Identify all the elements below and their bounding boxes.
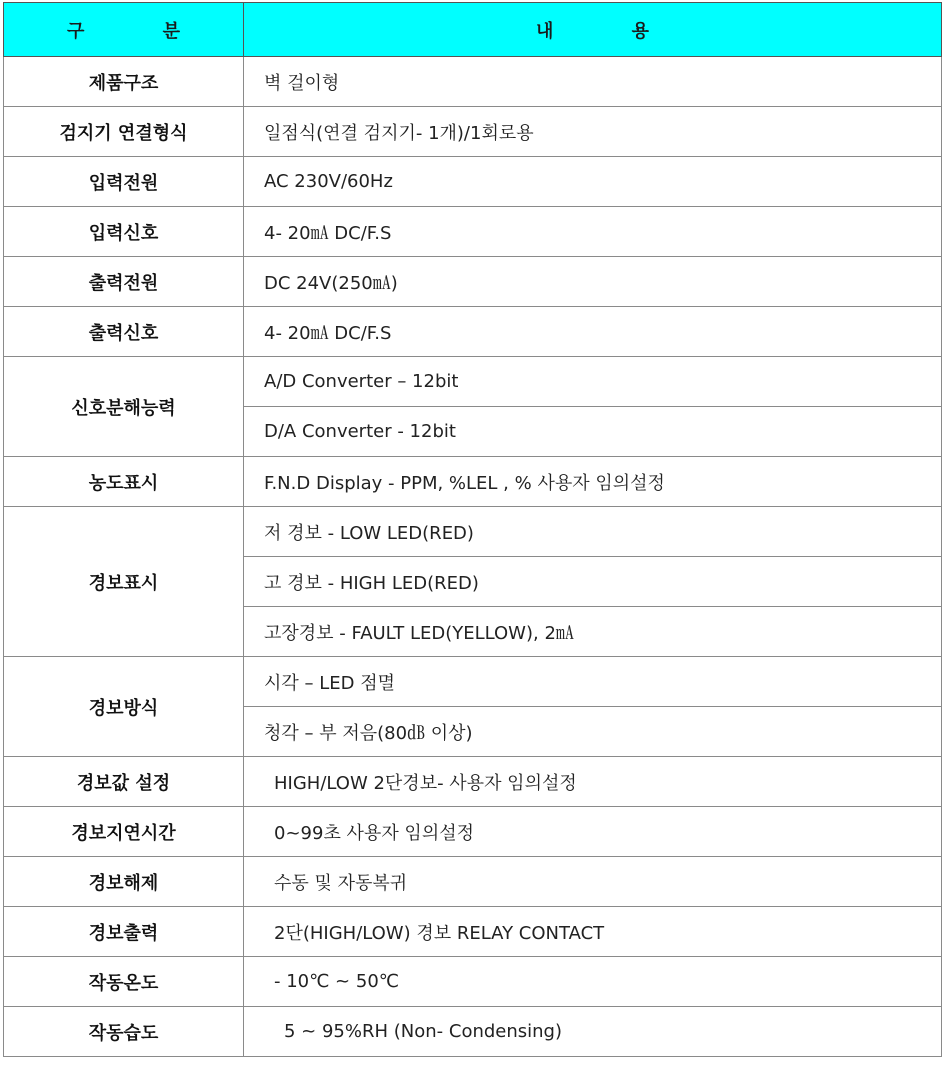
row-label: 경보출력 (4, 907, 244, 957)
table-header-row (4, 3, 942, 57)
row-label: 입력전원 (4, 157, 244, 207)
row-value: 2단(HIGH/LOW) 경보 RELAY CONTACT (244, 907, 942, 957)
row-value: 4- 20㎃ DC/F.S (244, 307, 942, 357)
header-category: 구 분 (4, 3, 244, 57)
row-value: HIGH/LOW 2단경보- 사용자 임의설정 (244, 757, 942, 807)
row-label: 경보값 설정 (4, 757, 244, 807)
row-value: 벽 걸이형 (244, 57, 942, 107)
row-label: 경보지연시간 (4, 807, 244, 857)
table-row (4, 957, 942, 1007)
row-value: DC 24V(250㎃) (244, 257, 942, 307)
table-row (4, 57, 942, 107)
spec-table (3, 2, 942, 1057)
row-value: 저 경보 - LOW LED(RED) (244, 507, 942, 557)
table-row (4, 207, 942, 257)
row-label: 신호분해능력 (4, 357, 244, 457)
row-label: 경보방식 (4, 657, 244, 757)
row-value: - 10℃ ~ 50℃ (244, 957, 942, 1007)
row-label: 농도표시 (4, 457, 244, 507)
row-label: 작동습도 (4, 1007, 244, 1057)
row-label: 제품구조 (4, 57, 244, 107)
table-row (4, 657, 942, 707)
row-label: 작동온도 (4, 957, 244, 1007)
row-value: 수동 및 자동복귀 (244, 857, 942, 907)
table-row (4, 457, 942, 507)
row-label: 경보표시 (4, 507, 244, 657)
table-row (4, 157, 942, 207)
table-row (4, 807, 942, 857)
row-value: 0~99초 사용자 임의설정 (244, 807, 942, 857)
row-value: 4- 20㎃ DC/F.S (244, 207, 942, 257)
row-label: 출력신호 (4, 307, 244, 357)
row-value: 고장경보 - FAULT LED(YELLOW), 2㎃ (244, 607, 942, 657)
row-value: 고 경보 - HIGH LED(RED) (244, 557, 942, 607)
table-row (4, 1007, 942, 1057)
row-value: 청각 – 부 저음(80㏈ 이상) (244, 707, 942, 757)
row-label: 검지기 연결형식 (4, 107, 244, 157)
row-label: 경보해제 (4, 857, 244, 907)
row-label: 출력전원 (4, 257, 244, 307)
row-label: 입력신호 (4, 207, 244, 257)
table-row (4, 307, 942, 357)
row-value: 5 ~ 95%RH (Non- Condensing) (244, 1007, 942, 1057)
row-value: D/A Converter - 12bit (244, 407, 942, 457)
table-row (4, 857, 942, 907)
table-row (4, 507, 942, 557)
table-row (4, 907, 942, 957)
row-value: F.N.D Display - PPM, %LEL , % 사용자 임의설정 (244, 457, 942, 507)
row-value: 시각 – LED 점멸 (244, 657, 942, 707)
row-value: 일점식(연결 검지기- 1개)/1회로용 (244, 107, 942, 157)
table-row (4, 357, 942, 407)
row-value: AC 230V/60Hz (244, 157, 942, 207)
header-content: 내 용 (244, 3, 942, 57)
table-row (4, 257, 942, 307)
row-value: A/D Converter – 12bit (244, 357, 942, 407)
table-row (4, 757, 942, 807)
table-row (4, 107, 942, 157)
